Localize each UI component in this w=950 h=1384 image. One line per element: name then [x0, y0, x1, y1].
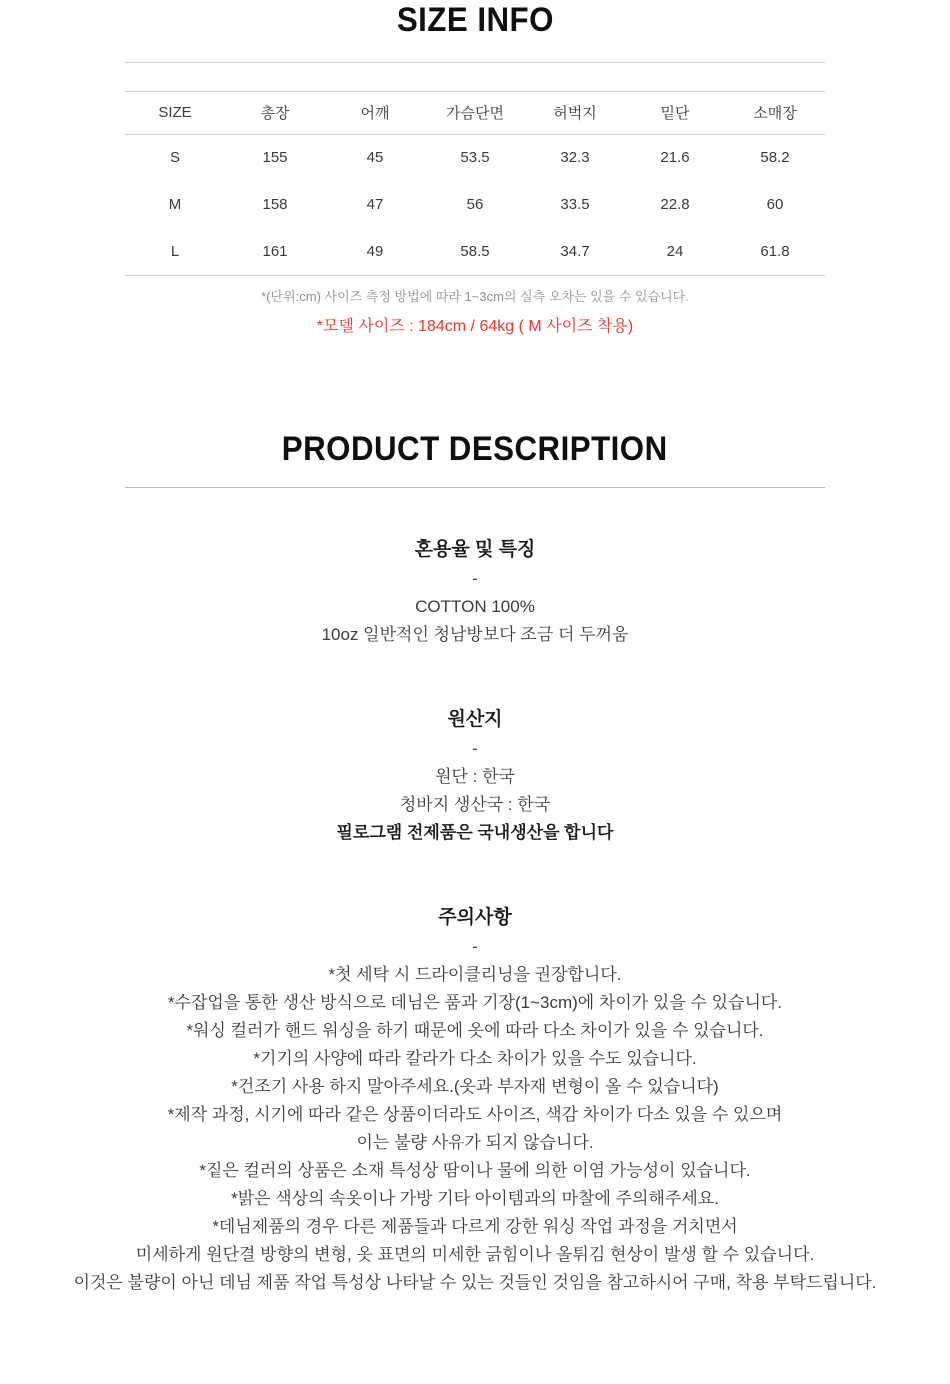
section-dash: -: [472, 738, 478, 758]
description-line: *짙은 컬러의 상품은 소재 특성상 땀이나 물에 의한 이염 가능성이 있습니다.: [199, 1160, 751, 1180]
description-line: 10oz 일반적인 청남방보다 조금 더 두꺼움: [321, 624, 629, 644]
description-line: *제작 과정, 시기에 따라 같은 상품이더라도 사이즈, 색감 차이가 다소 있을 수 있으며: [167, 1104, 783, 1124]
size-table-header-cell: 가슴단면: [425, 92, 525, 134]
size-table-cell: 34.7: [525, 228, 625, 275]
size-table-cell: 47: [366, 196, 384, 213]
description-line: 원단 : 한국: [435, 766, 515, 786]
description-section-heading: 주의사항: [438, 906, 512, 928]
size-table-header-cell: 허벅지: [525, 92, 625, 134]
size-table-row: [125, 228, 825, 275]
size-table-cell: 33.5: [560, 196, 590, 213]
size-table-cell: 61.8: [725, 228, 825, 275]
size-table-cell: 58.2: [760, 149, 790, 167]
description-line: *데님제품의 경우 다른 제품들과 다르게 강한 워싱 작업 과정을 거치면서: [212, 1216, 738, 1236]
size-table-cell: L: [125, 228, 225, 275]
description-line: 청바지 생산국 : 한국: [399, 794, 551, 814]
size-table-cell: 58.5: [425, 228, 525, 275]
description-line: 이는 불량 사유가 되지 않습니다.: [356, 1132, 594, 1152]
size-table-header-cell: 밑단: [625, 92, 725, 134]
size-table-row: [125, 181, 825, 228]
description-line: COTTON 100%: [415, 596, 535, 616]
description-line: 필로그램 전제품은 국내생산을 합니다: [336, 822, 614, 842]
description-line: *건조기 사용 하지 말아주세요.(옷과 부자재 변형이 올 수 있습니다): [231, 1076, 719, 1096]
description-line: 이것은 불량이 아닌 데님 제품 작업 특성상 나타날 수 있는 것들인 것임을 참고하시어 구매, 착용 부탁드립니다.: [73, 1272, 877, 1292]
section-dash: -: [472, 568, 478, 588]
size-table-cell: 49: [325, 228, 425, 275]
description-section: [0, 535, 950, 649]
description-line: *기기의 사양에 따라 칼라가 다소 차이가 있을 수도 있습니다.: [253, 1048, 697, 1068]
size-table-cell: M: [168, 196, 182, 213]
size-table-header-cell: SIZE: [125, 92, 225, 134]
size-table-header-cell: 소매장: [725, 92, 825, 134]
size-table-cell: 60: [766, 196, 784, 213]
product-description-title: [0, 429, 950, 469]
size-measure-note: *(단위:cm) 사이즈 측정 방법에 따라 1~3cm의 실측 오차는 있을 수 있습니다.: [261, 288, 689, 304]
size-table-row: [125, 134, 825, 181]
description-line: 미세하게 원단결 방향의 변형, 옷 표면의 미세한 긁힘이나 올튀김 현상이 발생 할 수 있습니다.: [135, 1244, 815, 1264]
size-table-cell: 56: [466, 196, 484, 213]
size-table-header-row: [125, 92, 825, 134]
description-line: *밝은 색상의 속옷이나 가방 기타 아이템과의 마찰에 주의해주세요.: [231, 1188, 719, 1208]
model-size-note: *모델 사이즈 : 184cm / 64kg ( M 사이즈 착용): [316, 317, 634, 335]
section-dash: -: [472, 936, 478, 956]
product-description-section: [0, 429, 950, 1297]
size-table-top-gap: [125, 63, 825, 92]
description-section: [0, 903, 950, 1297]
size-info-title: [0, 0, 950, 40]
size-table-cell: 22.8: [660, 196, 690, 213]
description-line: *수잡업을 통한 생산 방식으로 데님은 품과 기장(1~3cm)에 차이가 있을 수 있습니다.: [167, 992, 783, 1012]
size-table-header-cell: 어깨: [325, 92, 425, 134]
description-section: [0, 705, 950, 847]
size-table-cell: 21.6: [660, 149, 690, 167]
description-sections: [0, 535, 950, 1297]
size-table-cell: 161: [225, 228, 325, 275]
size-table-cell: 155: [262, 149, 288, 167]
size-info-section: [0, 0, 950, 339]
size-table-cell: 53.5: [460, 149, 490, 167]
size-table: [125, 92, 825, 276]
size-table-header-cell: 총장: [225, 92, 325, 134]
size-table-cell: 158: [262, 196, 288, 213]
product-description-title-text: PRODUCT DESCRIPTION: [282, 429, 668, 468]
size-table-cell: 24: [625, 228, 725, 275]
size-table-cell: 32.3: [560, 149, 590, 167]
size-info-title-text: SIZE INFO: [396, 1, 554, 39]
size-table-cell: S: [169, 149, 180, 167]
description-section-heading: 원산지: [447, 708, 503, 730]
description-line: *첫 세탁 시 드라이클리닝을 권장합니다.: [328, 964, 622, 984]
product-description-divider-line: [125, 487, 825, 488]
description-section-heading: 혼용율 및 특징: [414, 538, 536, 560]
size-table-cell: 45: [366, 149, 384, 167]
size-table-wrap: [125, 63, 825, 276]
description-line: *워싱 컬러가 핸드 워싱을 하기 때문에 옷에 따라 다소 차이가 있을 수 있습니다.: [186, 1020, 764, 1040]
